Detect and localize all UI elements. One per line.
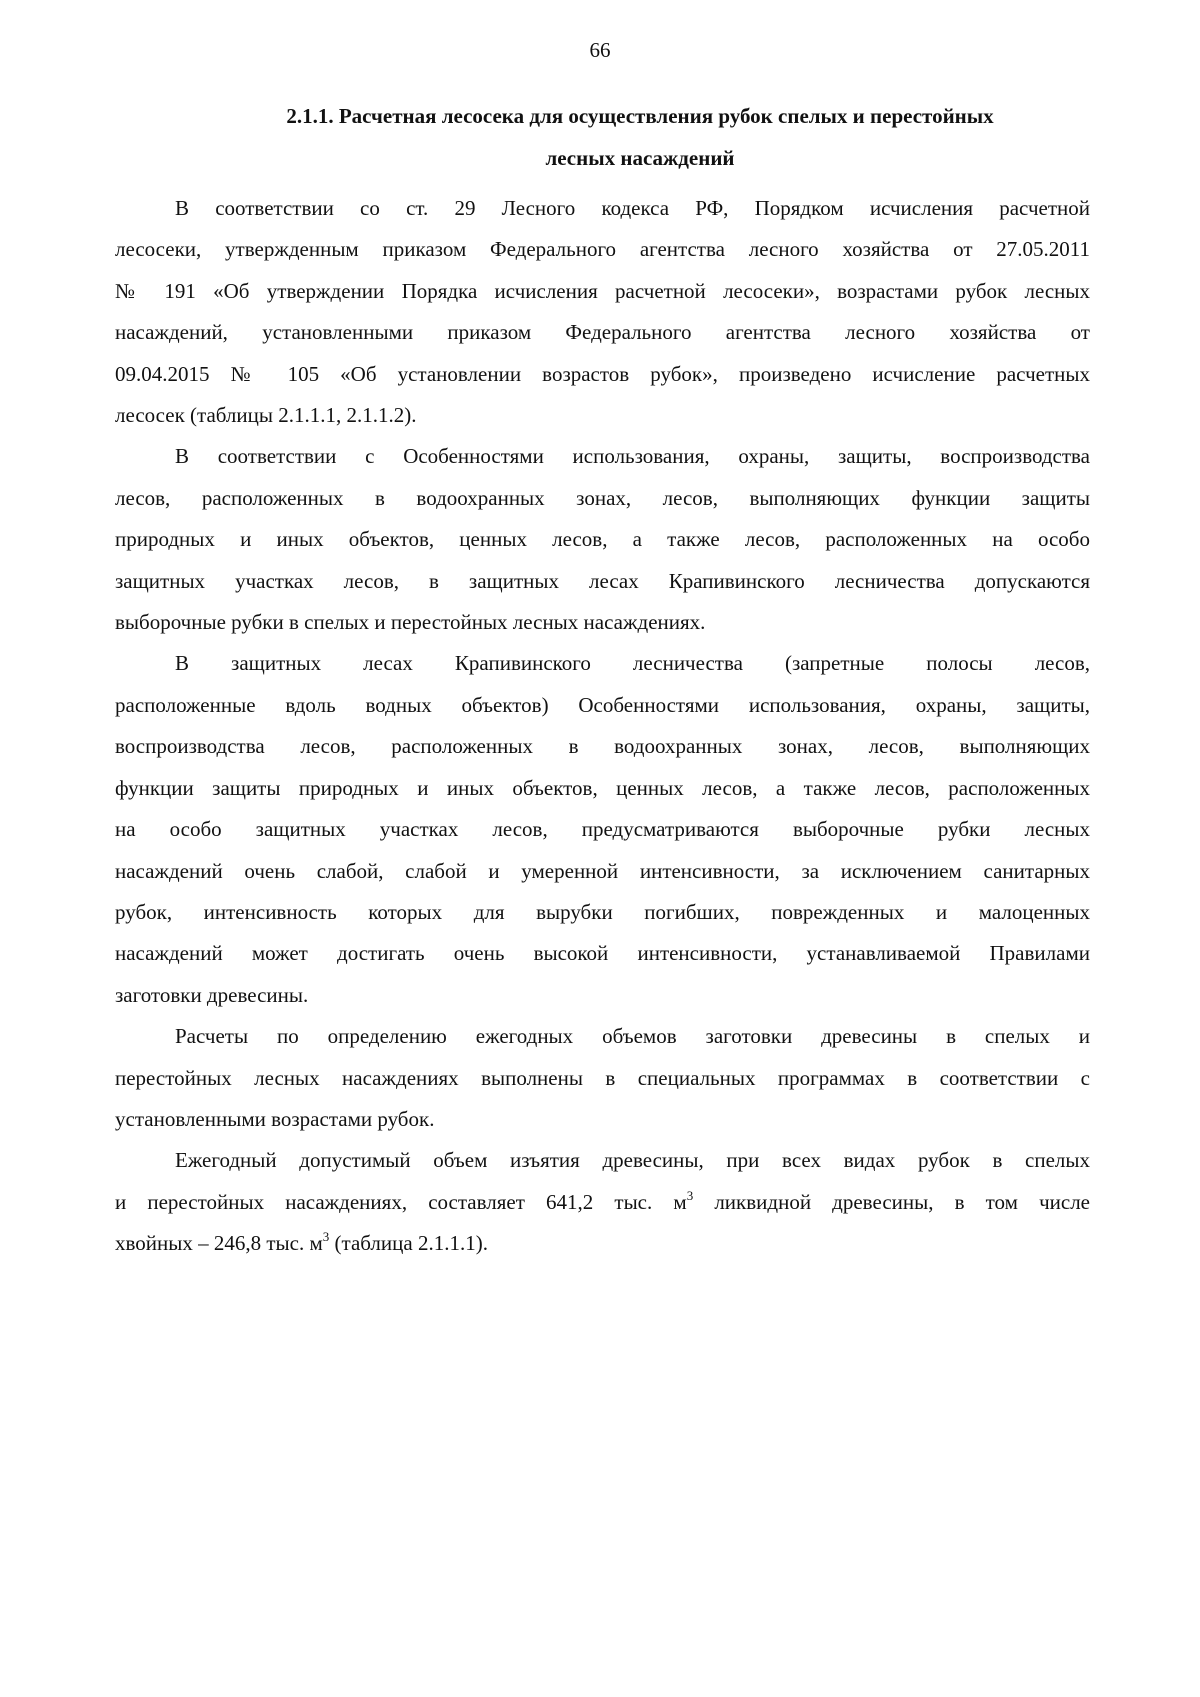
paragraph-2 bbox=[115, 436, 1090, 643]
paragraph-5 bbox=[115, 1140, 1090, 1264]
text-line: В соответствии с Особенностями использования, охраны, защиты, воспроизводства bbox=[175, 444, 1090, 469]
text-line: насаждений может достигать очень высокой интенсивности, устанавливаемой Правилами bbox=[115, 941, 1090, 966]
text-line: насаждений, установленными приказом Федерального агентства лесного хозяйства от bbox=[115, 320, 1090, 345]
text-line: природных и иных объектов, ценных лесов, а также лесов, расположенных на особо bbox=[115, 527, 1090, 552]
text-fragment: и перестойных насаждениях, составляет 641,2 тыс. м bbox=[115, 1189, 687, 1214]
text-line: Ежегодный допустимый объем изъятия древесины, при всех видах рубок в спелых bbox=[175, 1148, 1090, 1173]
text-line: Расчеты по определению ежегодных объемов заготовки древесины в спелых и bbox=[175, 1024, 1090, 1049]
superscript: 3 bbox=[322, 1229, 330, 1245]
section-heading-line-2: лесных насаждений bbox=[545, 146, 735, 170]
text-line: расположенные вдоль водных объектов) Особенностями использования, охраны, защиты, bbox=[115, 692, 1090, 717]
paragraph-4 bbox=[115, 1016, 1090, 1140]
text-line: выборочные рубки в спелых и перестойных лесных насаждениях. bbox=[115, 610, 706, 635]
section-heading bbox=[175, 95, 1105, 179]
text-line: функции защиты природных и иных объектов, ценных лесов, а также лесов, расположенных bbox=[115, 775, 1090, 800]
text-fragment: хвойных – 246,8 тыс. м bbox=[115, 1231, 323, 1256]
paragraph-1 bbox=[115, 188, 1090, 436]
text-line: насаждений очень слабой, слабой и умеренной интенсивности, за исключением санитарных bbox=[115, 858, 1090, 883]
text-line: В соответствии со ст. 29 Лесного кодекса РФ, Порядком исчисления расчетной bbox=[175, 196, 1090, 220]
text-line: установленными возрастами рубок. bbox=[115, 1106, 435, 1131]
text-line: заготовки древесины. bbox=[115, 982, 309, 1007]
text-line: на особо защитных участках лесов, предусматриваются выборочные рубки лесных bbox=[115, 817, 1090, 842]
text-fragment: (таблица 2.1.1.1). bbox=[329, 1231, 488, 1256]
superscript: 3 bbox=[686, 1187, 694, 1203]
text-line: 09.04.2015 № 105 «Об установлении возрастов рубок», произведено исчисление расчетных bbox=[115, 361, 1090, 386]
text-line bbox=[115, 1223, 1090, 1264]
document-body bbox=[115, 188, 1090, 1265]
text-fragment: ликвидной древесины, в том числе bbox=[693, 1189, 1090, 1214]
text-line bbox=[115, 1182, 1090, 1223]
text-line: В защитных лесах Крапивинского лесничества (запретные полосы лесов, bbox=[175, 651, 1090, 676]
text-line: лесосек (таблицы 2.1.1.1, 2.1.1.2). bbox=[115, 403, 417, 428]
text-line: лесосеки, утвержденным приказом Федерального агентства лесного хозяйства от 27.05.2011 bbox=[115, 237, 1090, 262]
text-line: воспроизводства лесов, расположенных в водоохранных зонах, лесов, выполняющих bbox=[115, 734, 1090, 759]
text-line: лесов, расположенных в водоохранных зонах, лесов, выполняющих функции защиты bbox=[115, 485, 1090, 510]
text-line: № 191 «Об утверждении Порядка исчисления расчетной лесосеки», возрастами рубок лесных bbox=[115, 278, 1090, 303]
text-line: защитных участках лесов, в защитных лесах Крапивинского лесничества допускаются bbox=[115, 568, 1090, 593]
text-line: перестойных лесных насаждениях выполнены в специальных программах в соответствии с bbox=[115, 1065, 1090, 1090]
text-line: рубок, интенсивность которых для вырубки погибших, поврежденных и малоценных bbox=[115, 899, 1090, 924]
paragraph-3 bbox=[115, 643, 1090, 1016]
section-heading-line-1: 2.1.1. Расчетная лесосека для осуществления рубок спелых и перестойных bbox=[286, 104, 994, 128]
page-number: 66 bbox=[589, 38, 611, 62]
